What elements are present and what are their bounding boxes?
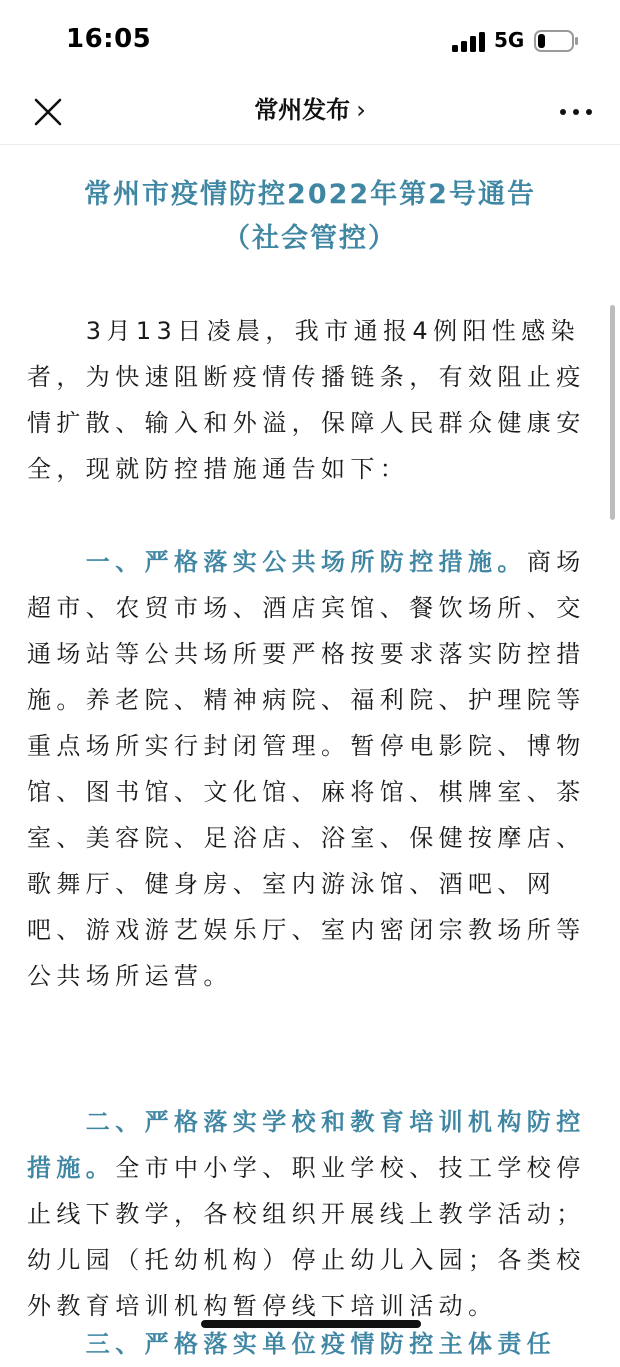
more-button[interactable] <box>554 92 598 132</box>
paragraph-line: 公共场所运营。 <box>27 962 233 990</box>
section-1-heading: 一、严格落实公共场所防控措施。 <box>27 548 527 576</box>
paragraph-line: 重点场所实行封闭管理。暂停电影院、博物 <box>27 732 586 760</box>
paragraph-line: 吧、游戏游艺娱乐厅、室内密闭宗教场所等 <box>27 916 586 944</box>
paragraph-line: 止线下教学，各校组织开展线上教学活动； <box>27 1200 586 1228</box>
section-3-heading: 三、严格落实单位疫情防控主体责任 <box>27 1330 557 1358</box>
battery-icon <box>534 30 578 52</box>
chevron-right-icon: › <box>356 96 366 124</box>
network-label: 5G <box>494 28 525 52</box>
section-2-heading-end: 措施。 <box>27 1154 116 1182</box>
status-bar <box>0 0 620 80</box>
paragraph-line: 3月13日凌晨，我市通报4例阳性感染 <box>27 317 581 345</box>
nav-title-bar <box>0 92 620 128</box>
paragraph-line: 幼儿园（托幼机构）停止幼儿入园；各类校 <box>27 1246 586 1274</box>
section-1-paragraph <box>27 539 593 999</box>
paragraph-line <box>27 539 593 585</box>
scroll-indicator[interactable] <box>610 305 615 520</box>
paragraph-line: 外教育培训机构暂停线下培训活动。 <box>27 1292 498 1320</box>
paragraph-text: 商场 <box>526 548 586 576</box>
paragraph-line <box>27 1145 593 1191</box>
nav-bar <box>0 80 620 145</box>
article-title-line: 常州市疫情防控2022年第2号通告 <box>84 179 536 210</box>
paragraph-line: 超市、农贸市场、酒店宾馆、餐饮场所、交 <box>27 594 586 622</box>
close-button[interactable] <box>28 92 68 132</box>
status-time: 16:05 <box>66 24 152 54</box>
more-icon <box>554 92 598 132</box>
intro-paragraph <box>27 308 593 492</box>
section-2-paragraph <box>27 1099 593 1329</box>
paragraph-line: 者，为快速阻断疫情传播链条，有效阻止疫 <box>27 363 586 391</box>
article-subtitle-line: （社会管控） <box>223 223 397 254</box>
paragraph-line: 全，现就防控措施通告如下： <box>27 455 410 483</box>
account-title-link[interactable] <box>254 96 366 124</box>
paragraph-line: 室、美容院、足浴店、浴室、保健按摩店、 <box>27 824 586 852</box>
article-title <box>0 173 620 261</box>
paragraph-line: 情扩散、输入和外溢，保障人民群众健康安 <box>27 409 586 437</box>
section-2-heading: 二、严格落实学校和教育培训机构防控 <box>27 1108 586 1136</box>
paragraph-line: 通场站等公共场所要严格按要求落实防控措 <box>27 640 586 668</box>
paragraph-line: 歌舞厅、健身房、室内游泳馆、酒吧、网 <box>27 870 557 898</box>
home-indicator[interactable] <box>201 1320 421 1328</box>
paragraph-text: 全市中小学、职业学校、技工学校停 <box>115 1154 586 1182</box>
article-body[interactable] <box>0 145 620 1358</box>
signal-icon <box>452 32 486 52</box>
close-icon <box>28 92 68 132</box>
paragraph-line: 馆、图书馆、文化馆、麻将馆、棋牌室、茶 <box>27 778 586 806</box>
paragraph-line: 施。养老院、精神病院、福利院、护理院等 <box>27 686 586 714</box>
account-name: 常州发布 <box>254 96 351 124</box>
